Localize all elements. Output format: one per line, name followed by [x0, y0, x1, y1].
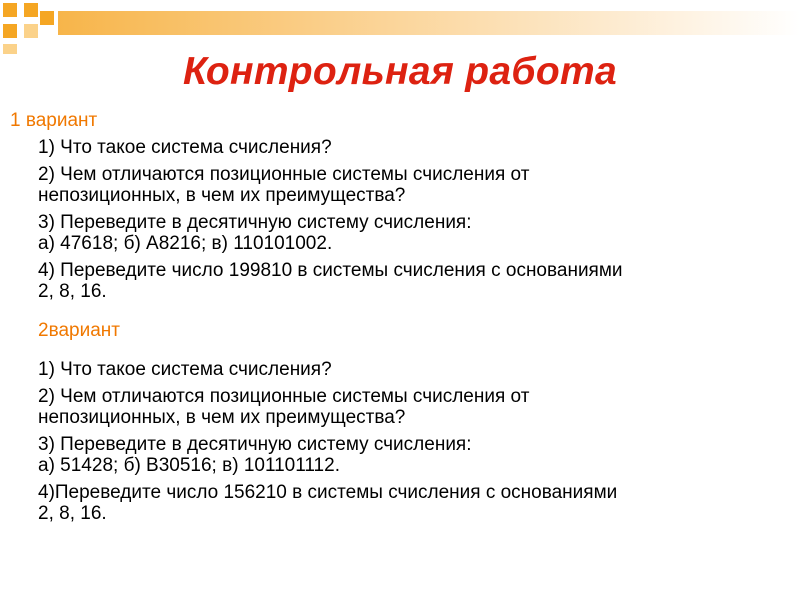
decor-square-1	[3, 3, 17, 17]
v1-question-4	[10, 260, 790, 302]
variant-2-label: 2вариант	[38, 320, 120, 341]
v2-q3-line2: а) 51428; б) B30516; в) 101101112.	[38, 455, 340, 476]
slide-content	[10, 110, 790, 524]
v2-q2-line1: 2) Чем отличаются позиционные системы счисления от	[38, 386, 530, 407]
v1-q2-line2: непозиционных, в чем их преимущества?	[38, 185, 406, 206]
variant-1-label: 1 вариант	[10, 110, 98, 131]
v2-q1-line1: 1) Что такое система счисления?	[38, 359, 332, 380]
v2-question-1	[10, 359, 790, 380]
decor-square-2	[24, 3, 38, 17]
v1-question-3	[10, 212, 790, 254]
v1-question-2	[10, 164, 790, 206]
v1-q4-line1: 4) Переведите число 199810 в системы счисления с основаниями	[38, 260, 623, 281]
decor-square-4	[24, 24, 38, 38]
decor-square-3	[3, 24, 17, 38]
header-gradient-band	[58, 11, 800, 35]
v1-q4-line2: 2, 8, 16.	[38, 281, 107, 302]
v1-q3-line1: 3) Переведите в десятичную систему счисления:	[38, 212, 472, 233]
v1-q2-line1: 2) Чем отличаются позиционные системы счисления от	[38, 164, 530, 185]
slide-title: Контрольная работа	[183, 50, 617, 93]
v2-question-2	[10, 386, 790, 428]
v2-q3-line1: 3) Переведите в десятичную систему счисления:	[38, 434, 472, 455]
v2-q2-line2: непозиционных, в чем их преимущества?	[38, 407, 406, 428]
v2-question-4	[10, 482, 790, 524]
v2-q4-line2: 2, 8, 16.	[38, 503, 107, 524]
v1-question-1	[10, 137, 790, 158]
v2-question-3	[10, 434, 790, 476]
decor-square-5	[40, 11, 54, 25]
v2-q4-line1: 4)Переведите число 156210 в системы счисления с основаниями	[38, 482, 618, 503]
v1-q3-line2: а) 47618; б) A8216; в) 110101002.	[38, 233, 333, 254]
v1-q1-line1: 1) Что такое система счисления?	[38, 137, 332, 158]
